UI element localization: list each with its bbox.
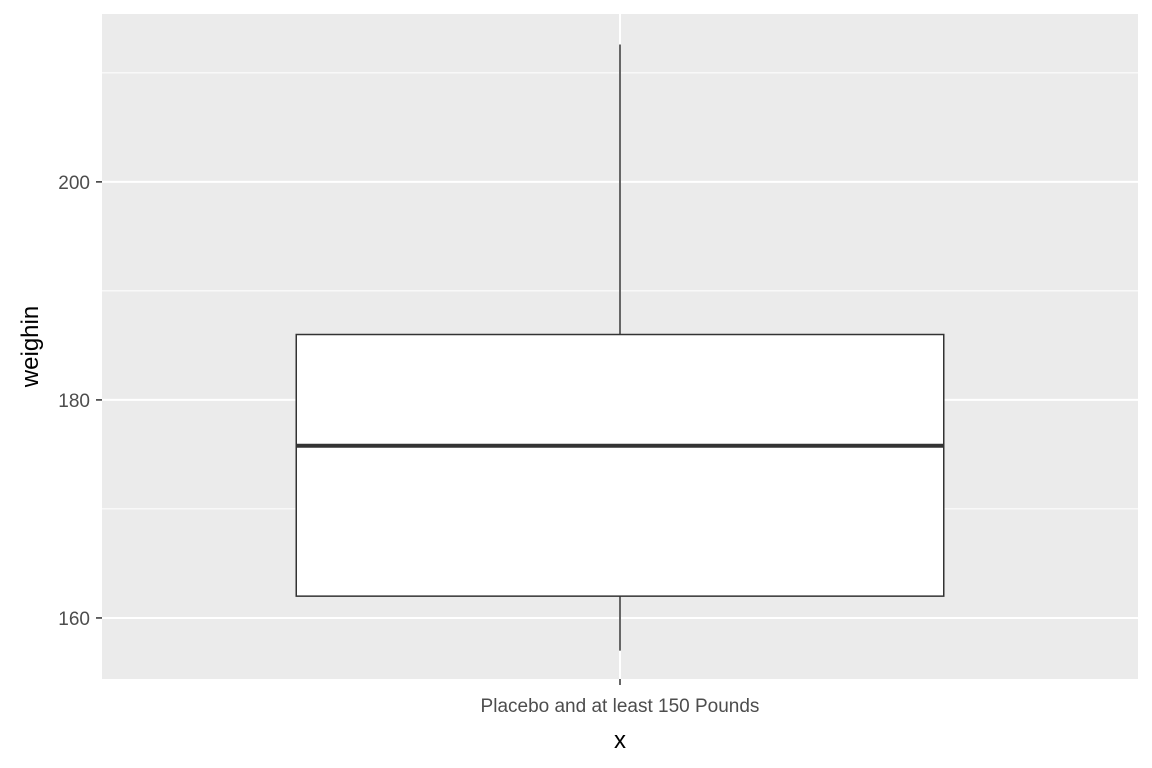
- y-axis: [58, 173, 102, 630]
- x-axis: [481, 679, 760, 717]
- y-axis-title: weighin: [17, 305, 44, 388]
- x-axis-title: x: [614, 727, 626, 754]
- y-tick-label: 180: [58, 390, 90, 412]
- x-tick-label: Placebo and at least 150 Pounds: [480, 696, 760, 717]
- box-iqr: [296, 335, 944, 597]
- y-tick-label: 160: [58, 608, 90, 630]
- y-tick-label: 200: [58, 172, 90, 194]
